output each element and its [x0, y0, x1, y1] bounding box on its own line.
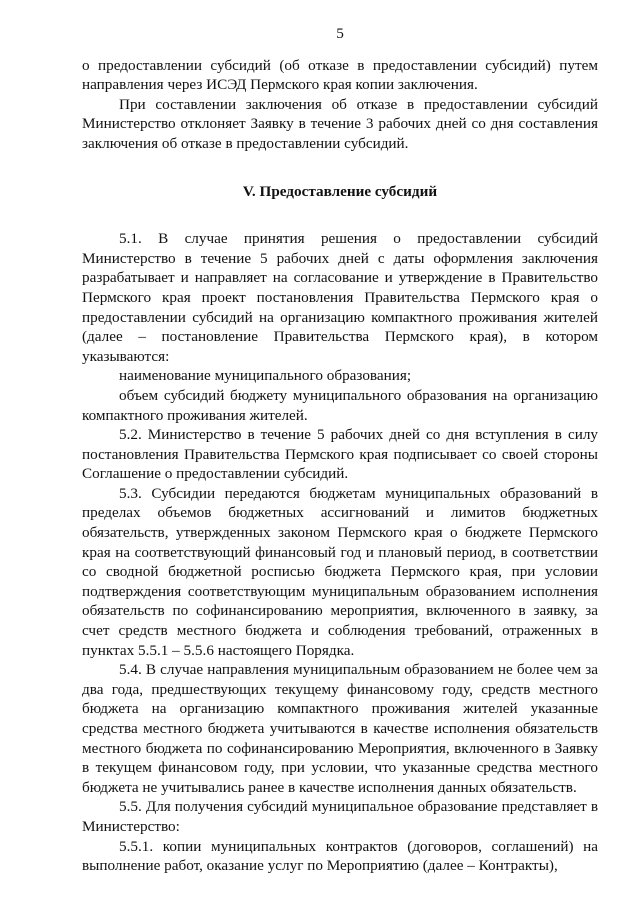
section-title: V. Предоставление субсидий [242, 182, 438, 200]
paragraph-continuation: о предоставлении субсидий (об отказе в предоставлении субсидий) путем направления через ИСЭД Пермского края копии заключения. [82, 56, 598, 94]
page-number: 5 [336, 25, 344, 42]
paragraph-5-3: 5.3. Субсидии передаются бюджетам муниципальных образований в пределах объемов бюджетных ассигнований и лимитов бюджетных обязательств, утвержденных законом Пермского края о бюджете Пермского края на соответствующий финансовый год и плановый период, в соответствии со сводной бюджетной росписью бюджета Пермского края, при условии подтверждения соответствующим муниципальным образованием исполнения обязательств по софинансированию мероприятия, включенного в заявку, за счет средств местного бюджета и соблюдения требований, отраженных в пунктах 5.5.1 – 5.5.6 настоящего Порядка. [82, 484, 598, 659]
paragraph-list-item-name: наименование муниципального образования; [119, 367, 412, 385]
paragraph-5-1: 5.1. В случае принятия решения о предоставлении субсидий Министерство в течение 5 рабочих дней с даты оформления заключения разрабатывает и направляет на согласование и утверждение в Правительство Пермского края проект постановления Правительства Пермского края о предоставлении субсидий на организацию компактного проживания жителей (далее – постановление Правительства Пермского края), в котором указываются: [82, 230, 598, 365]
paragraph-list-item-volume: объем субсидий бюджету муниципального образования на организацию компактного проживания жителей. [82, 386, 598, 424]
paragraph-5-2: 5.2. Министерство в течение 5 рабочих дней со дня вступления в силу постановления Правительства Пермского края подписывает со своей стороны Соглашение о предоставлении субсидий. [82, 426, 598, 483]
paragraph-rejection: При составлении заключения об отказе в предоставлении субсидий Министерство отклоняет Заявку в течение 3 рабочих дней со дня составления заключения об отказе в предоставлении субсидий. [82, 95, 598, 152]
document-page [82, 24, 598, 876]
paragraph-5-4: 5.4. В случае направления муниципальным образованием не более чем за два года, предшествующих текущему финансовому году, средств местного бюджета на организацию компактного проживания жителей указанные средства местного бюджета учитываются в качестве исполнения обязательств местного бюджета по софинансированию Мероприятия, включенного в Заявку в текущем финансовом году, при условии, что указанные средства местного бюджета не учитывались ранее в качестве исполнения данных обязательств. [82, 661, 598, 796]
paragraph-5-5-1: 5.5.1. копии муниципальных контрактов (договоров, соглашений) на выполнение работ, оказание услуг по Мероприятию (далее – Контракты), [82, 837, 598, 875]
paragraph-5-5: 5.5. Для получения субсидий муниципальное образование представляет в Министерство: [82, 798, 598, 835]
